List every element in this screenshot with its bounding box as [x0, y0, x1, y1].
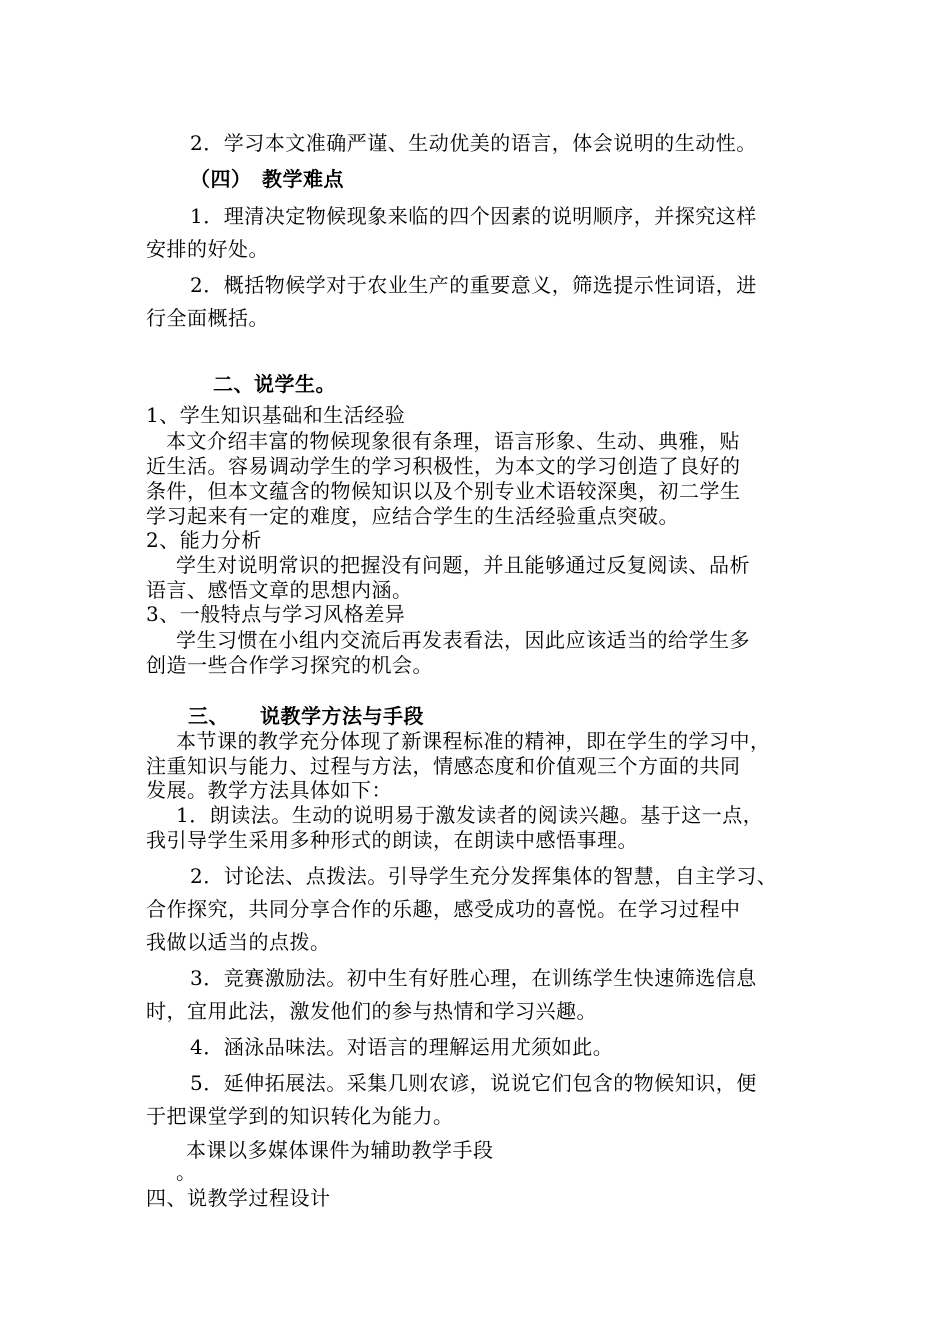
- section-heading: 四、说教学过程设计: [146, 1186, 331, 1210]
- text-line: 2．概括物候学对于农业生产的重要意义，筛选提示性词语，进: [190, 273, 757, 297]
- text-line: 合作探究，共同分享合作的乐趣，感受成功的喜悦。在学习过程中: [146, 897, 741, 921]
- text-line: 本节课的教学充分体现了新课程标准的精神，即在学生的学习中，: [176, 729, 771, 753]
- text-line: 。: [176, 1160, 197, 1184]
- text-line: 5．延伸拓展法。采集几则农谚，说说它们包含的物候知识，便: [190, 1071, 757, 1095]
- text-line: 2．讨论法、点拨法。引导学生充分发挥集体的智慧，自主学习、: [190, 864, 778, 888]
- text-line: 本文介绍丰富的物候现象很有条理，语言形象、生动、典雅，贴: [166, 429, 740, 453]
- text-line: 近生活。容易调动学生的学习积极性，为本文的学习创造了良好的: [146, 454, 741, 478]
- text-line: 注重知识与能力、过程与方法，情感态度和价值观三个方面的共同: [146, 754, 741, 778]
- text-line: 发展。教学方法具体如下：: [146, 778, 392, 802]
- text-line: 学习起来有一定的难度，应结合学生的生活经验重点突破。: [146, 504, 679, 528]
- section-heading: 二、说学生。: [213, 372, 336, 396]
- text-line: 1．朗读法。生动的说明易于激发读者的阅读兴趣。基于这一点，: [176, 803, 764, 827]
- text-line: 时，宜用此法，激发他们的参与热情和学习兴趣。: [146, 999, 597, 1023]
- section-heading: （四） 教学难点: [190, 167, 344, 191]
- text-line: 学生对说明常识的把握没有问题，并且能够通过反复阅读、品析: [176, 553, 750, 577]
- text-line: 4．涵泳品味法。对语言的理解运用尤须如此。: [190, 1035, 614, 1059]
- text-line: 我引导学生采用多种形式的朗读，在朗读中感悟事理。: [146, 828, 638, 852]
- text-line: 创造一些合作学习探究的机会。: [146, 653, 433, 677]
- text-line: 本课以多媒体课件为辅助教学手段: [186, 1138, 494, 1162]
- text-line: 行全面概括。: [146, 306, 269, 330]
- subheading: 1、学生知识基础和生活经验: [146, 403, 406, 427]
- text-line: 安排的好处。: [146, 237, 269, 261]
- text-line: 我做以适当的点拨。: [146, 930, 331, 954]
- subheading: 2、能力分析: [146, 528, 262, 552]
- text-line: 学生习惯在小组内交流后再发表看法，因此应该适当的给学生多: [176, 628, 750, 652]
- text-line: 2．学习本文准确严谨、生动优美的语言，体会说明的生动性。: [190, 131, 757, 155]
- subheading: 3、一般特点与学习风格差异: [146, 602, 406, 626]
- text-line: 1．理清决定物候现象来临的四个因素的说明顺序，并探究这样: [190, 204, 757, 228]
- text-line: 条件，但本文蕴含的物候知识以及个别专业术语较深奥，初二学生: [146, 479, 741, 503]
- text-line: 于把课堂学到的知识转化为能力。: [146, 1104, 454, 1128]
- text-line: 3．竞赛激励法。初中生有好胜心理，在训练学生快速筛选信息: [190, 966, 757, 990]
- section-heading: 三、 说教学方法与手段: [188, 704, 424, 728]
- text-line: 语言、感悟文章的思想内涵。: [146, 578, 413, 602]
